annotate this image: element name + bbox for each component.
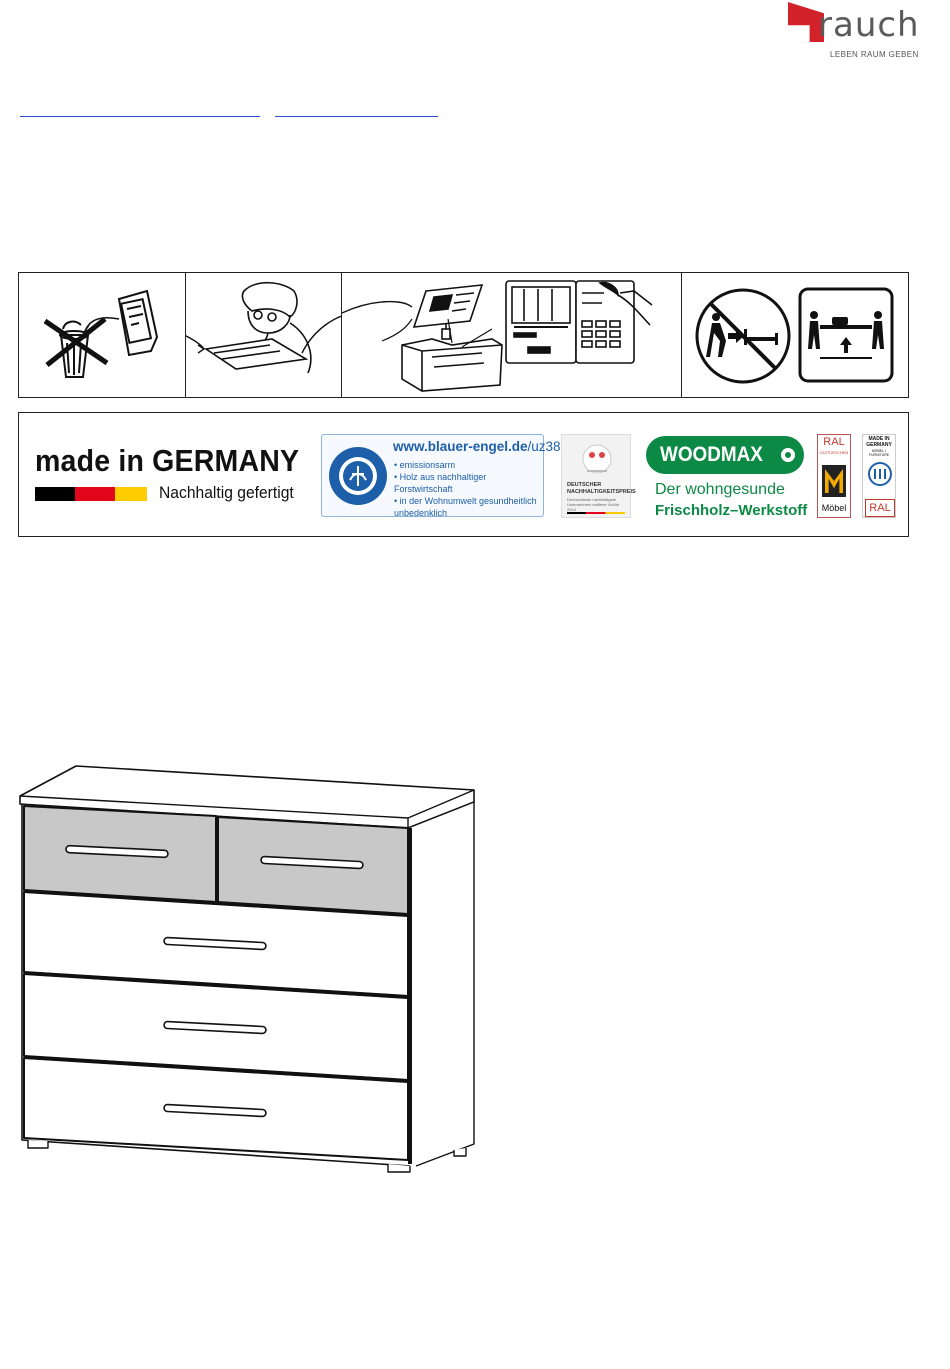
blauer-engel-badge xyxy=(321,434,561,518)
logo-tagline: LEBEN RAUM GEBEN xyxy=(830,50,919,59)
handling-panel xyxy=(682,273,908,397)
quality-seal-icon xyxy=(865,461,895,489)
ral-mig-badge: MADE IN GERMANY MÖBEL • FURNITURE RAL xyxy=(862,434,896,518)
dresser-drawing xyxy=(18,762,480,1182)
no-trash-panel xyxy=(19,273,186,397)
nachhaltigkeitspreis-title: DEUTSCHER NACHHALTIGKEITSPREIS xyxy=(567,482,636,495)
ral-m-icon xyxy=(822,465,846,497)
read-instructions-icon xyxy=(186,273,341,397)
no-trash-icon xyxy=(19,273,185,397)
link-underline-2[interactable] xyxy=(275,116,438,117)
instruction-strip xyxy=(18,272,909,398)
woodmax-logo: WOODMAX xyxy=(646,436,804,474)
link-underline-1[interactable] xyxy=(20,116,260,117)
leaf-icon xyxy=(780,447,796,463)
rauch-logo xyxy=(786,2,920,62)
ral-moebel-badge: RAL GÜTEZEICHEN Möbel xyxy=(817,434,851,518)
keep-documents-panel xyxy=(342,273,682,397)
nachhaltigkeitspreis-subtitle: Deutschlands nachhaltigste Unternehmen mittlerer Größe 2014 xyxy=(567,497,620,512)
nachhaltigkeitspreis-badge xyxy=(561,434,636,518)
blauer-engel-url[interactable]: www.blauer-engel.de/uz38 xyxy=(393,439,561,454)
list-item: • in der Wohnumwelt gesundheitlich unbedenklich xyxy=(394,495,542,519)
woodmax-line-1: Der wohngesunde xyxy=(655,481,785,498)
lift-carry-icon xyxy=(798,287,898,387)
blauer-engel-seal-icon xyxy=(326,436,390,516)
list-item: • Holz aus nachhaltiger Forstwirtschaft xyxy=(394,471,542,495)
woodmax-line-2: Frischholz–Werkstoff xyxy=(655,502,808,519)
flag-black xyxy=(35,487,75,501)
flag-stripe xyxy=(567,512,625,514)
blauer-engel-bullets xyxy=(394,459,542,519)
keep-documents-icon xyxy=(342,273,680,397)
award-trophy-icon xyxy=(563,437,631,481)
flag-red xyxy=(75,487,115,501)
made-in-germany-title: made in GERMANY xyxy=(35,443,300,478)
list-item: • emissionsarm xyxy=(394,459,542,471)
made-in-germany-subtitle: Nachhaltig gefertigt xyxy=(159,483,294,502)
logo-wordmark: rauch xyxy=(818,5,920,45)
certification-strip xyxy=(18,412,909,537)
read-instructions-panel xyxy=(186,273,342,397)
flag-gold xyxy=(115,487,147,501)
